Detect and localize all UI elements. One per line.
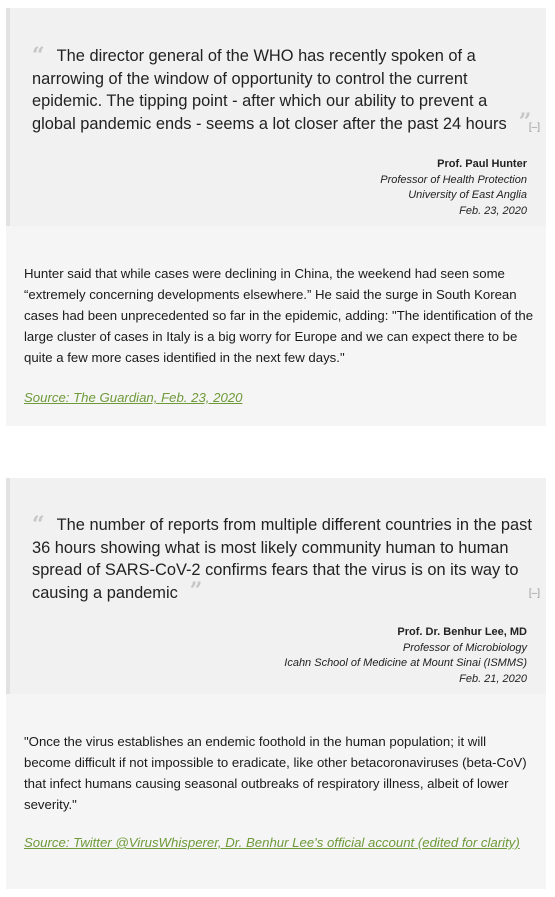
- close-quote-icon: ”: [518, 108, 532, 135]
- source-link[interactable]: Source: Twitter @VirusWhisperer, Dr. Benhur Lee's official account (edited for clarity): [24, 835, 520, 850]
- quote-body: The director general of the WHO has recently spoken of a narrowing of the window of opportunity to control the current epidemic. The tipping point - after which our ability to prevent a global pandemic ends - seems a lot closer after the past 24 hours: [32, 47, 507, 133]
- quote-date: Feb. 21, 2020: [459, 672, 527, 685]
- collapse-toggle[interactable]: [–]: [528, 122, 540, 133]
- open-quote-icon: “: [32, 512, 45, 538]
- author-organization: Icahn School of Medicine at Mount Sinai (ISMMS): [284, 657, 527, 669]
- quote-date: Feb. 23, 2020: [459, 204, 527, 217]
- quote-text: [32, 45, 534, 135]
- open-quote-icon: “: [32, 43, 45, 69]
- author-name: Prof. Dr. Benhur Lee, MD: [397, 626, 527, 638]
- context-paragraph: Hunter said that while cases were declining in China, the weekend had seen some “extremely concerning developments elsewhere.” He said the surge in South Korean cases had been unprecedented so far in the epidemic, adding: "The identification of the large cluster of cases in Italy is a big worry for Europe and we can expect there to be quite a few more cases identified in the next few days.": [24, 266, 534, 365]
- close-quote-icon: ”: [189, 577, 203, 604]
- author-role: Professor of Health Protection: [380, 173, 527, 186]
- blockquote: [6, 8, 546, 226]
- author-organization: University of East Anglia: [408, 189, 527, 201]
- context-paragraph: "Once the virus establishes an endemic foothold in the human population; it will become difficult if not impossible to eradicate, like other betacoronaviruses (beta-CoV) that infect humans causing seasonal outbreaks of respiratory illness, albeit of lower severity.": [24, 734, 527, 812]
- author-name: Prof. Paul Hunter: [437, 158, 527, 170]
- author-role: Professor of Microbiology: [402, 641, 527, 654]
- blockquote: [6, 478, 546, 694]
- quote-card-hunter: [6, 8, 546, 426]
- attribution: [380, 157, 527, 219]
- source-link[interactable]: Source: The Guardian, Feb. 23, 2020: [24, 390, 243, 405]
- quote-card-lee: [6, 478, 546, 889]
- quote-text: [32, 514, 534, 604]
- attribution: [284, 625, 527, 687]
- collapse-toggle[interactable]: [–]: [528, 588, 540, 599]
- quote-body: The number of reports from multiple different countries in the past 36 hours showing what is most likely community human to human spread of SARS-CoV-2 confirms fears that the virus is on its way to causing a pandemic: [32, 516, 532, 602]
